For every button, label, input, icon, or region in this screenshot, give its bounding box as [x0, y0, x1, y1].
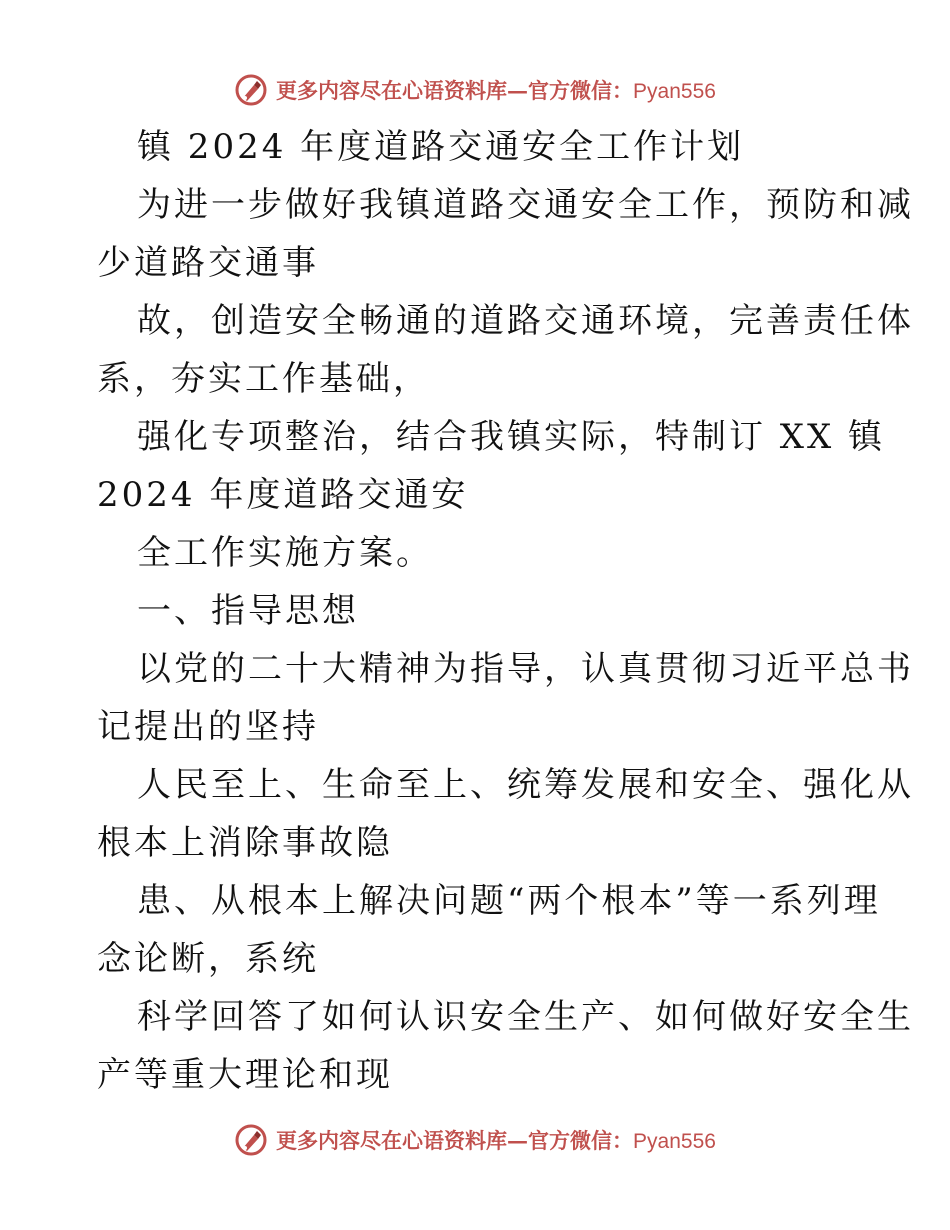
paragraph-line: 以党的二十大精神为指导，认真贯彻习近平总书	[137, 649, 914, 689]
paragraph-line: 全工作实施方案。	[137, 533, 433, 573]
pen-logo-icon	[234, 1123, 268, 1157]
paragraph-line: 患、从根本上解决问题“两个根本”等一系列理	[137, 881, 881, 921]
paragraph-line: 系，夯实工作基础，	[97, 359, 430, 399]
paragraph-line: 故，创造安全畅通的道路交通环境，完善责任体	[137, 301, 914, 341]
paragraph-line: 人民至上、生命至上、统筹发展和安全、强化从	[137, 765, 914, 805]
footer-watermark	[0, 1120, 950, 1160]
document-body	[97, 118, 914, 1104]
document-title: 镇 2024 年度道路交通安全工作计划	[137, 127, 745, 167]
section-heading: 一、指导思想	[137, 591, 359, 631]
paragraph-line: 少道路交通事	[97, 243, 319, 283]
watermark-text: 更多内容尽在心语资料库—官方微信：Pyan556	[276, 1128, 716, 1153]
paragraph-line: 强化专项整治，结合我镇实际，特制订 XX 镇	[137, 417, 886, 457]
paragraph-line: 科学回答了如何认识安全生产、如何做好安全生	[137, 997, 914, 1037]
watermark-text: 更多内容尽在心语资料库—官方微信：Pyan556	[276, 78, 716, 103]
paragraph-line: 念论断，系统	[97, 939, 319, 979]
paragraph-line: 记提出的坚持	[97, 707, 319, 747]
paragraph-line: 产等重大理论和现	[97, 1055, 393, 1095]
header-watermark	[0, 70, 950, 110]
paragraph-line: 为进一步做好我镇道路交通安全工作，预防和减	[137, 185, 914, 225]
paragraph-line: 2024 年度道路交通安	[97, 475, 469, 515]
paragraph-line: 根本上消除事故隐	[97, 823, 393, 863]
pen-logo-icon	[234, 73, 268, 107]
